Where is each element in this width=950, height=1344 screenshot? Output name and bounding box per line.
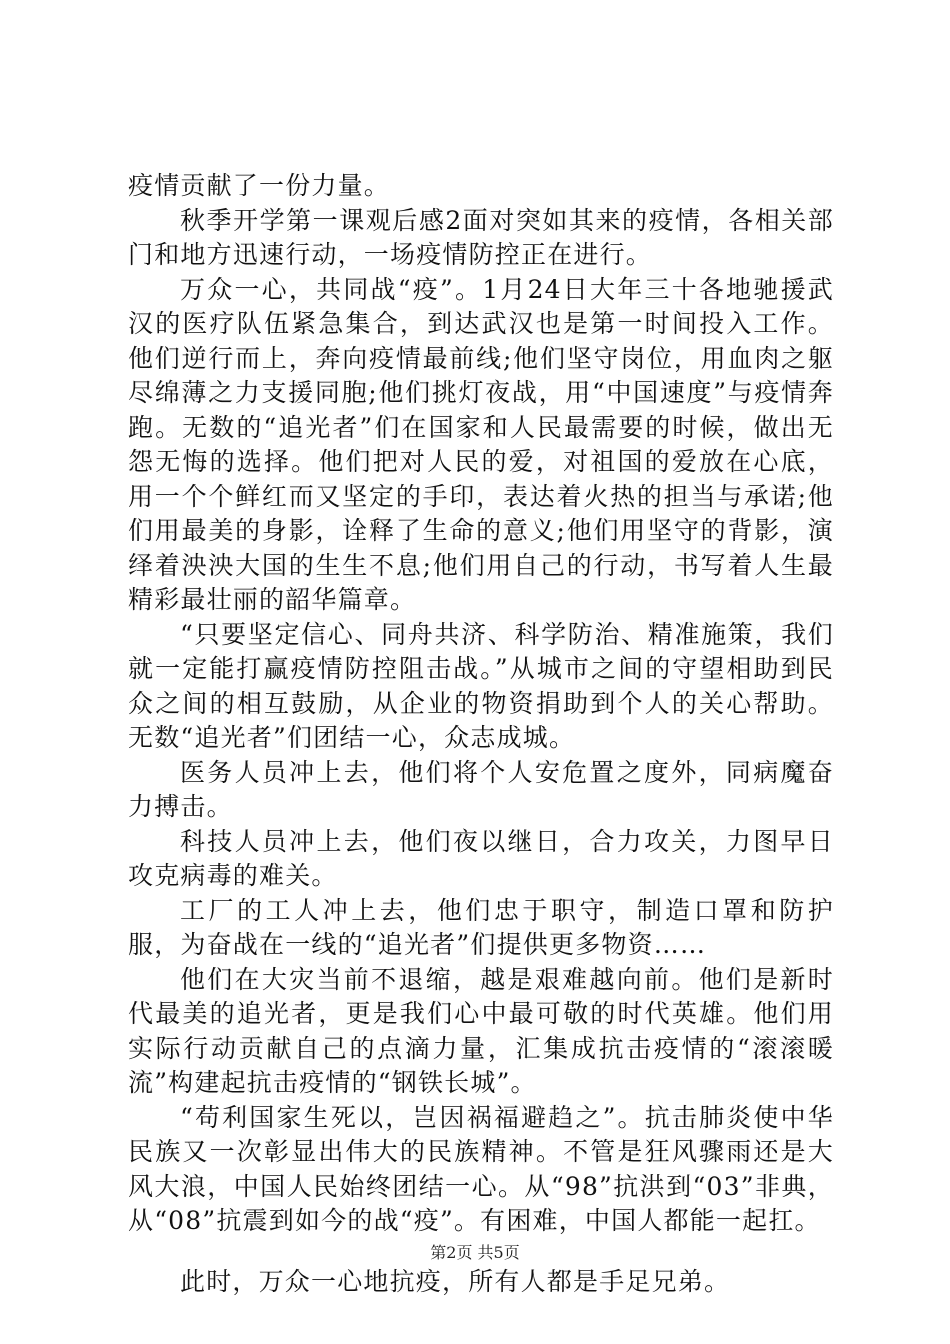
paragraph-6: 科技人员冲上去，他们夜以继日，合力攻关，力图早日攻克病毒的难关。 (128, 826, 834, 890)
paragraph-2: 秋季开学第一课观后感2面对突如其来的疫情，各相关部门和地方迅速行动，一场疫情防控正在进行。 (128, 205, 834, 269)
paragraph-7: 工厂的工人冲上去，他们忠于职守，制造口罩和防护服，为奋战在一线的“追光者”们提供更多物资…… (128, 895, 834, 959)
paragraph-4: “只要坚定信心、同舟共济、科学防治、精准施策，我们就一定能打赢疫情防控阻击战。”从城市之间的守望相助到民众之间的相互鼓励，从企业的物资捐助到个人的关心帮助。无数“追光者”们团结一心，众志成城。 (128, 619, 834, 752)
paragraph-1: 疫情贡献了一份力量。 (128, 171, 391, 200)
paragraph-9: “苟利国家生死以，岂因祸福避趋之”。抗击肺炎使中华民族又一次彰显出伟大的民族精神。不管是狂风骤雨还是大风大浪，中国人民始终团结一心。从“98”抗洪到“03”非典，从“08”抗震到如今的战“疫”。有困难，中国人都能一起扛。 (128, 1102, 834, 1235)
document-body (128, 169, 834, 1299)
paragraph-5: 医务人员冲上去，他们将个人安危置之度外，同病魔奋力搏击。 (128, 757, 834, 821)
page-footer: 第2页 共5页 (430, 1243, 520, 1262)
paragraph-8: 他们在大灾当前不退缩，越是艰难越向前。他们是新时代最美的追光者，更是我们心中最可敬的时代英雄。他们用实际行动贡献自己的点滴力量，汇集成抗击疫情的“滚滚暖流”构建起抗击疫情的“钢铁长城”。 (128, 964, 834, 1097)
paragraph-10: 此时，万众一心地抗疫，所有人都是手足兄弟。 (180, 1266, 731, 1296)
paragraph-3: 万众一心，共同战“疫”。1月24日大年三十各地驰援武汉的医疗队伍紧急集合，到达武汉也是第一时间投入工作。他们逆行而上，奔向疫情最前线;他们坚守岗位，用血肉之躯尽绵薄之力支援同胞;他们挑灯夜战，用“中国速度”与疫情奔跑。无数的“追光者”们在国家和人民最需要的时候，做出无怨无悔的选择。他们把对人民的爱，对祖国的爱放在心底，用一个个鲜红而又坚定的手印，表达着火热的担当与承诺;他们用最美的身影，诠释了生命的意义;他们用坚守的背影，演绎着泱泱大国的生生不息;他们用自己的行动，书写着人生最精彩最壮丽的韶华篇章。 (128, 274, 834, 614)
